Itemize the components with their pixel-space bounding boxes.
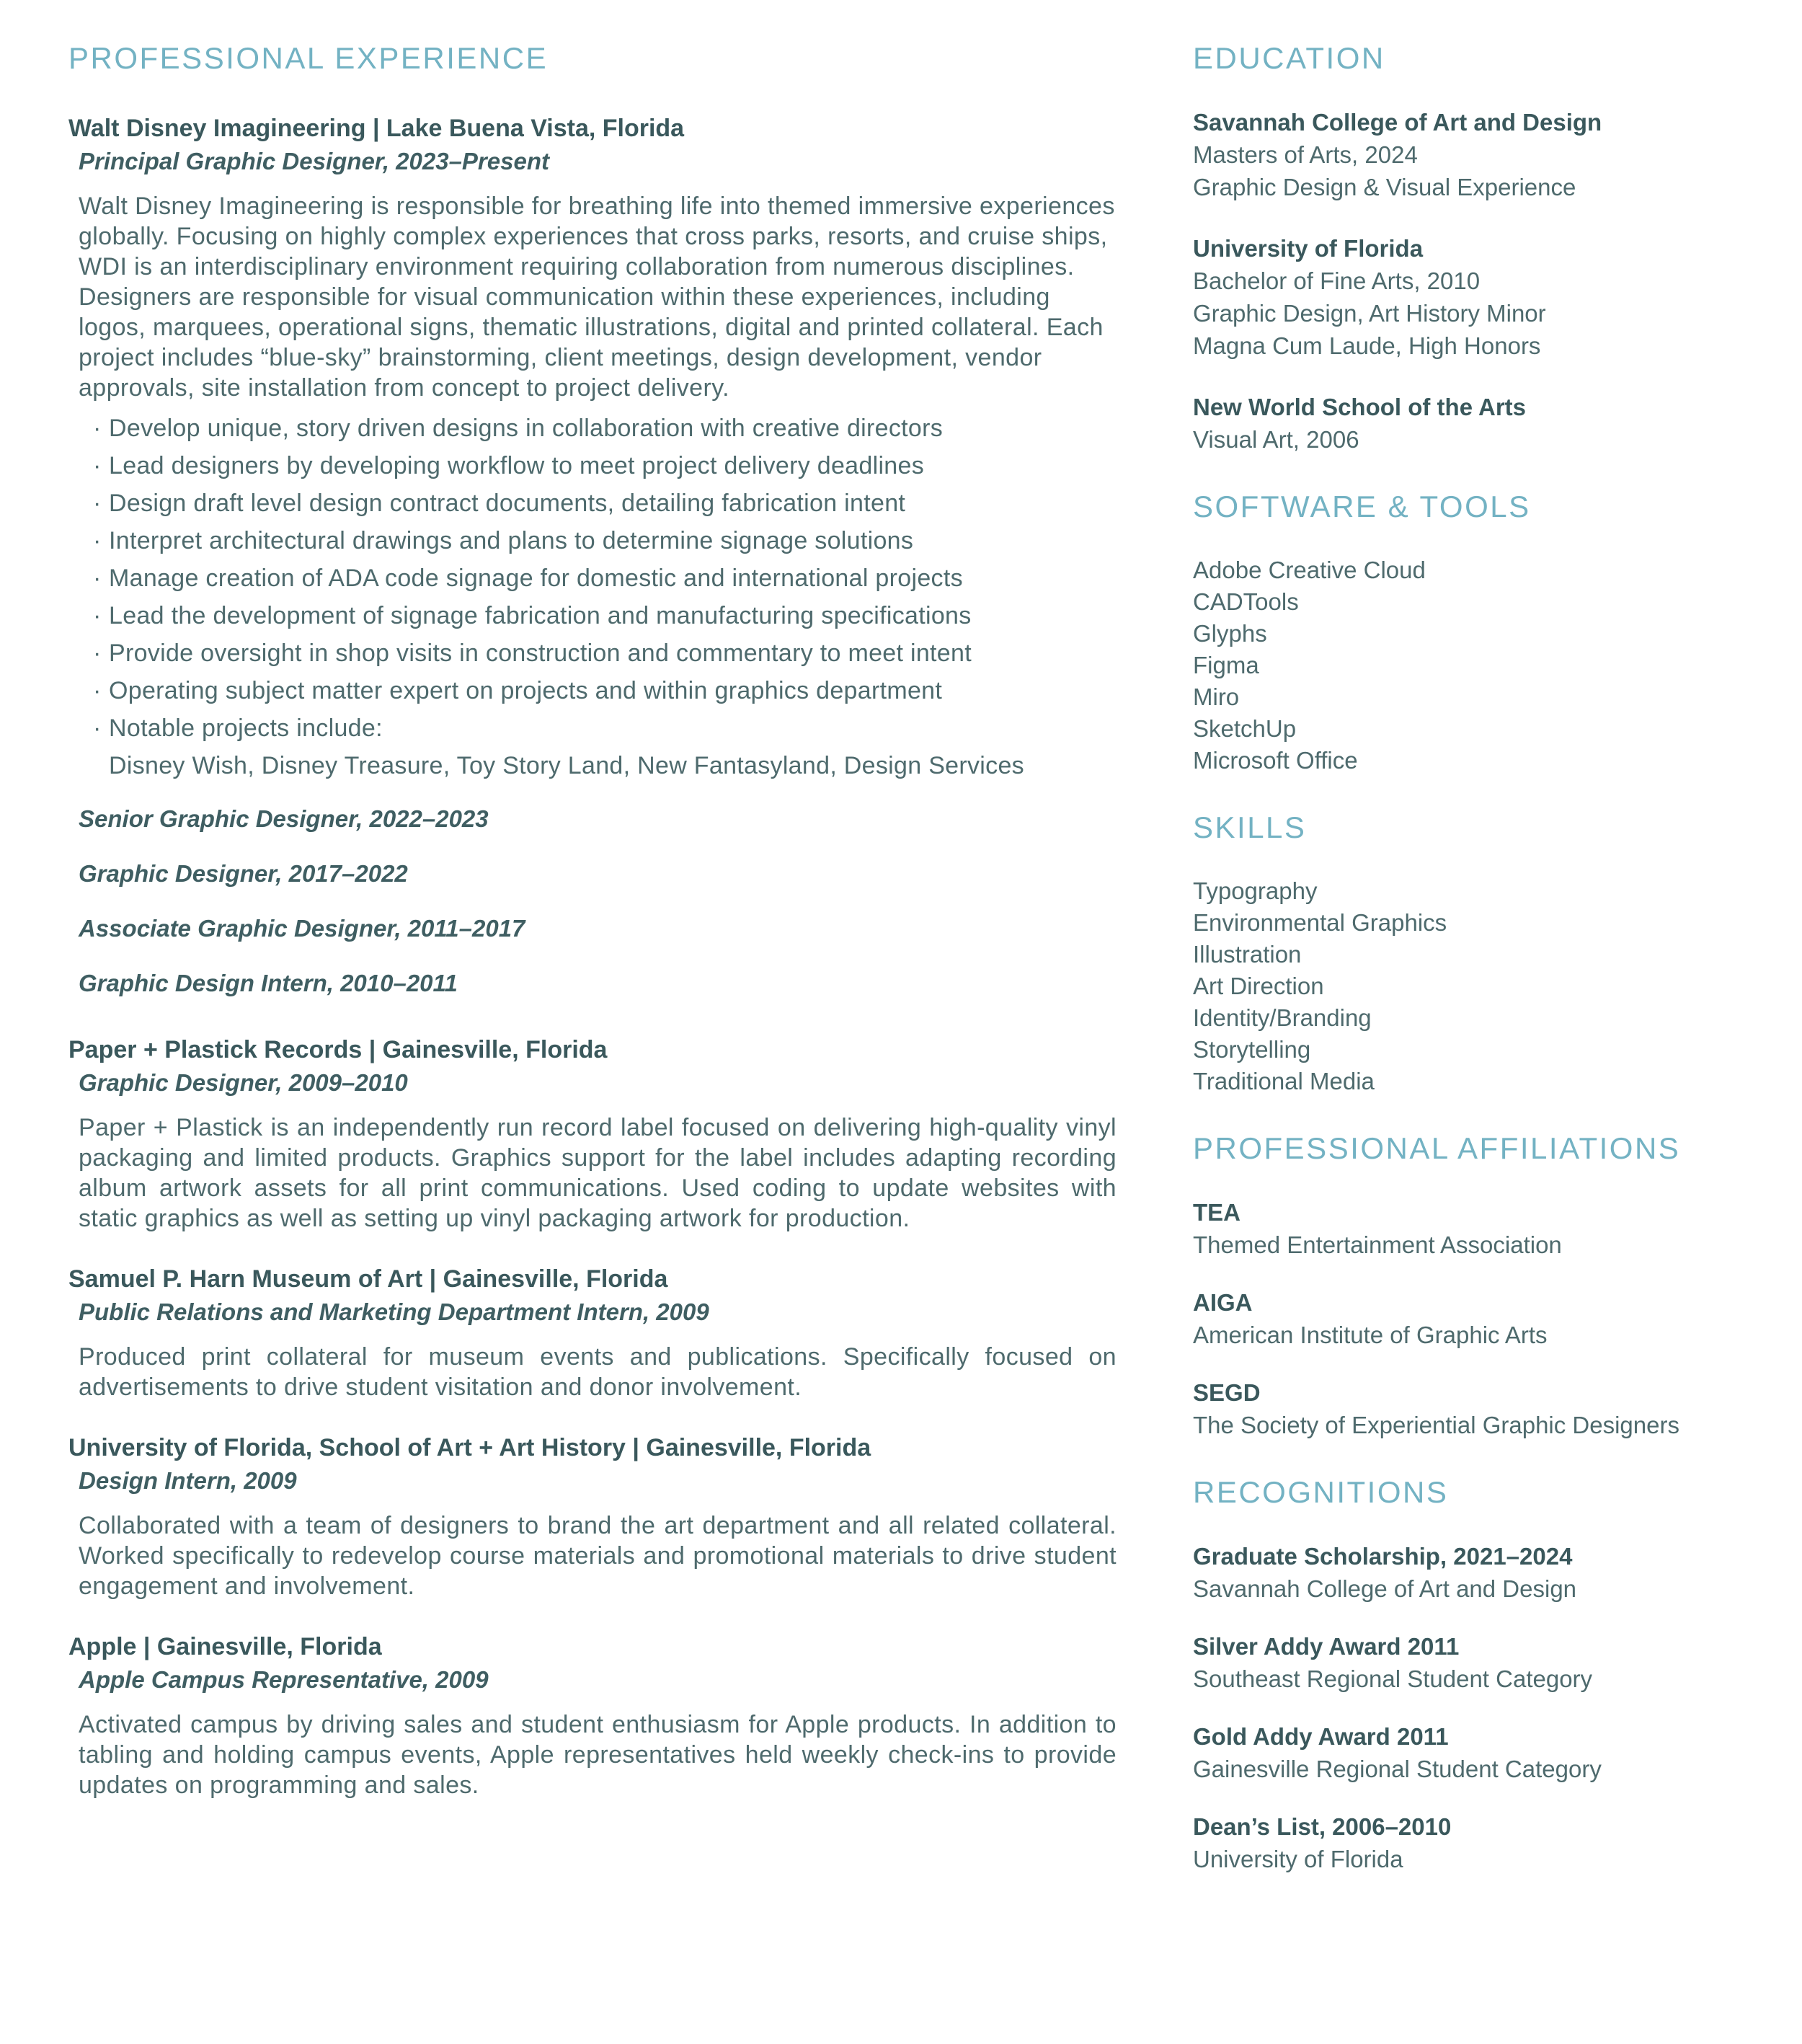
bullet-item [93,563,1142,593]
experience-column [68,40,1142,1800]
company-name: Paper + Plastick Records | Gainesville, Florida [68,1036,608,1063]
job-description: Produced print collateral for museum events and publications. Specifically focused on advertisements to drive student visitation and donor involvement. [79,1343,1117,1401]
company-name: Apple | Gainesville, Florida [68,1633,382,1660]
job-description: Paper + Plastick is an independently run record label focused on delivering high-quality vinyl packaging and limited products. Graphics support for the label includes adapting recording album artwork assets for all print communications. Used coding to update websites with static graphics as well as setting up vinyl packaging artwork for production. [79,1114,1117,1232]
affiliation-name: The Society of Experiential Graphic Designers [1193,1412,1679,1438]
affiliation-abbr: AIGA [1193,1289,1253,1316]
bullet-item [93,451,1142,481]
recognition-title: Dean’s List, 2006–2010 [1193,1813,1452,1840]
bullet-icon: · [93,415,102,442]
bullet-item [93,488,1142,518]
school-detail: Bachelor of Fine Arts, 2010 [1193,267,1481,294]
job-block-apple [68,1630,1142,1800]
company-name: University of Florida, School of Art + Art History | Gainesville, Florida [68,1434,871,1461]
bullet-icon: · [93,602,102,629]
job-block-harn-museum [68,1262,1142,1402]
school-block [1193,232,1770,362]
bullet-list [93,413,1142,743]
bullet-icon: · [93,452,102,479]
affiliation-block [1193,1196,1770,1261]
school-detail: Graphic Design & Visual Experience [1193,174,1576,200]
role-title: Public Relations and Marketing Department Intern, 2009 [79,1298,709,1325]
recognition-title: Graduate Scholarship, 2021–2024 [1193,1543,1573,1570]
school-block [1193,106,1770,203]
recognition-title: Silver Addy Award 2011 [1193,1633,1460,1660]
bullet-item [93,601,1142,631]
bullet-item [93,713,1142,743]
tool-item: Glyphs [1193,620,1267,647]
job-block-uf-school-of-art [68,1431,1142,1601]
recognitions-section [1193,1474,1770,1875]
recognition-detail: University of Florida [1193,1846,1403,1872]
bullet-item [93,676,1142,706]
bullet-text: Manage creation of ADA code signage for domestic and international projects [109,565,963,592]
notable-projects-note: Disney Wish, Disney Treasure, Toy Story Land, New Fantasyland, Design Services [109,752,1024,779]
bullet-text: Develop unique, story driven designs in collaboration with creative directors [109,415,944,442]
bullet-text: Operating subject matter expert on projects and within graphics department [109,677,943,704]
recognition-detail: Savannah College of Art and Design [1193,1575,1577,1602]
bullet-item [93,413,1142,443]
bullet-text: Lead the development of signage fabrication and manufacturing specifications [109,602,972,629]
job-description: Walt Disney Imagineering is responsible for breathing life into themed immersive experiences globally. Focusing on highly complex experiences that cross parks, resorts, and cruise ships, WDI is an interdisciplinary environment requiring collaboration from numerous disciplines. Designers are responsible for visual communication within these experiences, including logos, marquees, operational signs, thematic illustrations, digital and printed collateral. Each project includes “blue-sky” brainstorming, client meetings, design development, vendor approvals, site installation from concept to project delivery. [79,193,1115,402]
tool-item: Miro [1193,683,1240,710]
school-detail: Magna Cum Laude, High Honors [1193,332,1541,359]
sidebar-column [1193,40,1770,1901]
additional-role-title: Associate Graphic Designer, 2011–2017 [79,915,525,942]
job-block-paper-plastick-records [68,1033,1142,1234]
bullet-icon: · [93,565,102,592]
affiliation-abbr: TEA [1193,1199,1240,1226]
recognition-block [1193,1720,1770,1785]
skill-item: Art Direction [1193,973,1324,999]
recognition-block [1193,1810,1770,1875]
skill-item: Illustration [1193,941,1302,968]
school-detail: Graphic Design, Art History Minor [1193,300,1546,327]
skill-item: Environmental Graphics [1193,909,1447,936]
bullet-text: Design draft level design contract documents, detailing fabrication intent [109,490,906,517]
recognition-detail: Southeast Regional Student Category [1193,1665,1593,1692]
affiliation-block [1193,1376,1770,1441]
section-title-education: EDUCATION [1193,41,1385,75]
section-title-affiliations: PROFESSIONAL AFFILIATIONS [1193,1131,1681,1165]
additional-role-title: Senior Graphic Designer, 2022–2023 [79,805,489,832]
software-tools-section [1193,488,1770,777]
role-title: Design Intern, 2009 [79,1467,297,1494]
education-section [1193,40,1770,456]
school-detail: Visual Art, 2006 [1193,426,1359,453]
bullet-icon: · [93,490,102,517]
additional-role-title: Graphic Designer, 2017–2022 [79,860,408,887]
bullet-icon: · [93,640,102,667]
recognition-title: Gold Addy Award 2011 [1193,1723,1449,1750]
tool-item: CADTools [1193,588,1299,615]
role-title: Apple Campus Representative, 2009 [79,1666,489,1693]
job-description: Activated campus by driving sales and student enthusiasm for Apple products. In addition to tabling and holding campus events, Apple representatives held weekly check-ins to provide updates on programming and sales. [79,1711,1117,1799]
section-title-recognitions: RECOGNITIONS [1193,1475,1449,1509]
school-detail: Masters of Arts, 2024 [1193,141,1418,168]
bullet-text: Lead designers by developing workflow to meet project delivery deadlines [109,452,925,479]
bullet-text: Interpret architectural drawings and plans to determine signage solutions [109,527,914,554]
affiliation-abbr: SEGD [1193,1379,1261,1406]
bullet-icon: · [93,527,102,554]
affiliations-section [1193,1130,1770,1441]
bullet-text: Notable projects include: [109,714,383,742]
company-name: Samuel P. Harn Museum of Art | Gainesville, Florida [68,1265,668,1293]
affiliation-name: Themed Entertainment Association [1193,1231,1562,1258]
skill-item: Identity/Branding [1193,1004,1372,1031]
skill-item: Traditional Media [1193,1068,1375,1094]
section-title-software-tools: SOFTWARE & TOOLS [1193,490,1531,523]
recognition-detail: Gainesville Regional Student Category [1193,1756,1602,1782]
school-name: University of Florida [1193,235,1424,262]
additional-role-title: Graphic Design Intern, 2010–2011 [79,970,458,996]
skill-item: Typography [1193,877,1318,904]
bullet-text: Provide oversight in shop visits in construction and commentary to meet intent [109,640,972,667]
role-title: Principal Graphic Designer, 2023–Present [79,148,549,174]
school-name: Savannah College of Art and Design [1193,109,1602,136]
tool-item: SketchUp [1193,715,1297,742]
additional-roles-list [68,802,1142,1000]
tool-item: Figma [1193,652,1259,678]
job-block-walt-disney-imagineering [68,112,1142,1000]
school-name: New World School of the Arts [1193,394,1527,420]
job-description: Collaborated with a team of designers to brand the art department and all related collateral. Worked specifically to redevelop course materials and promotional materials to drive student engagement and involvement. [79,1512,1117,1600]
skills-section [1193,809,1770,1097]
affiliation-block [1193,1286,1770,1351]
tool-item: Adobe Creative Cloud [1193,557,1426,583]
skill-item: Storytelling [1193,1036,1311,1063]
bullet-icon: · [93,677,102,704]
affiliation-name: American Institute of Graphic Arts [1193,1322,1548,1348]
school-block [1193,391,1770,456]
bullet-icon: · [93,714,102,742]
section-title-professional-experience: PROFESSIONAL EXPERIENCE [68,41,549,75]
role-title: Graphic Designer, 2009–2010 [79,1069,408,1096]
recognition-block [1193,1540,1770,1605]
bullet-item [93,638,1142,668]
tool-item: Microsoft Office [1193,747,1358,774]
recognition-block [1193,1630,1770,1695]
company-name: Walt Disney Imagineering | Lake Buena Vista, Florida [68,115,685,142]
section-title-skills: SKILLS [1193,810,1307,844]
bullet-item [93,526,1142,556]
